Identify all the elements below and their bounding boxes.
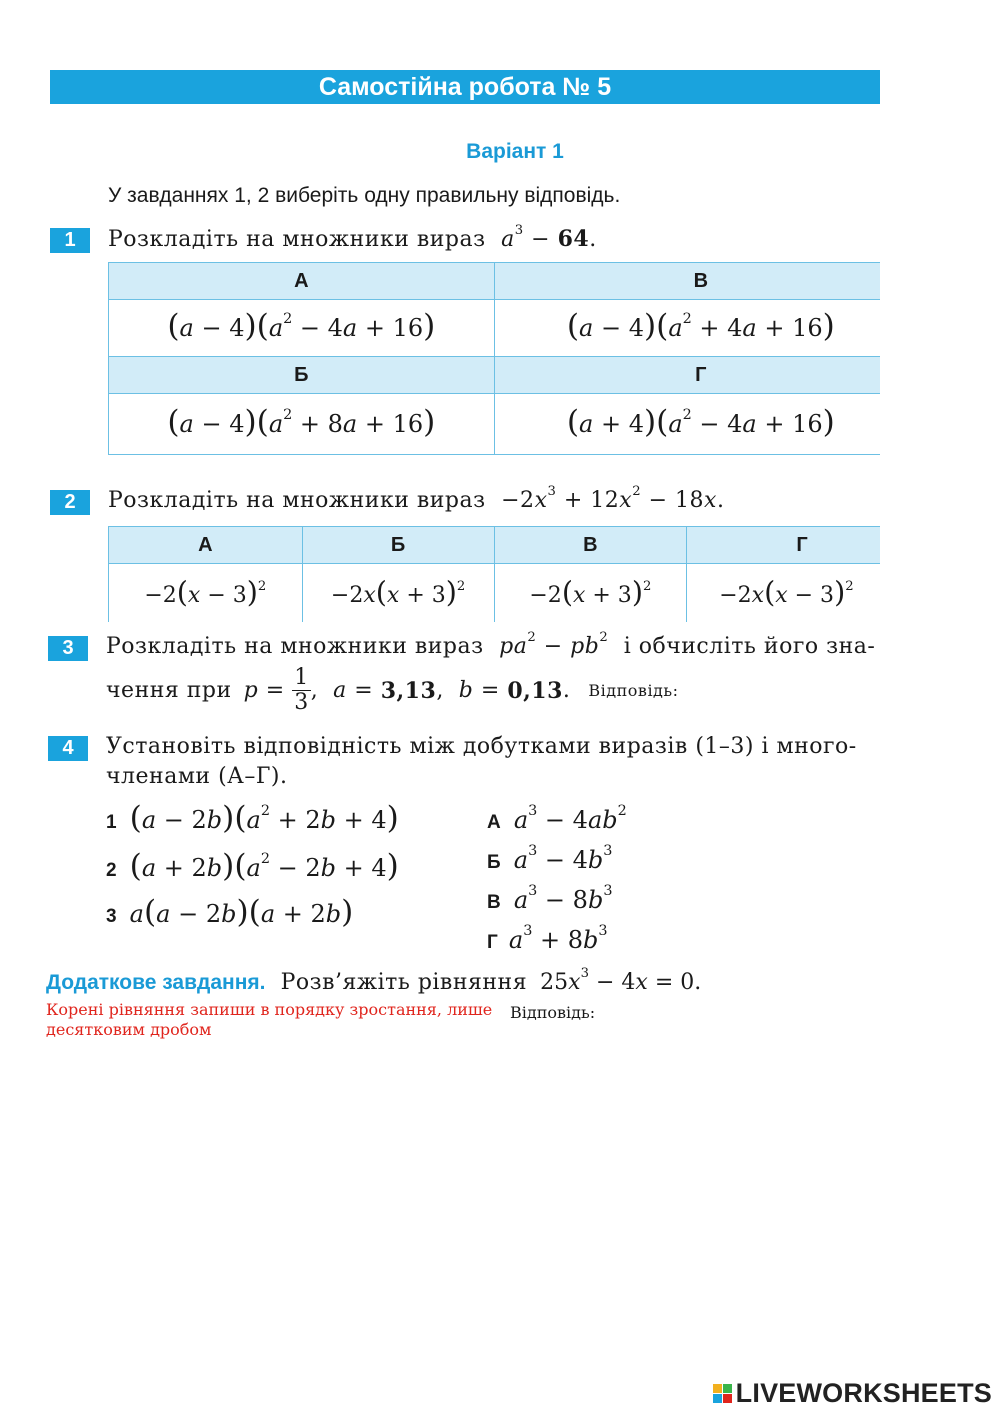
extra-note-line-2: десятковим дробом xyxy=(46,1020,212,1039)
variant-title: Варіант 1 xyxy=(466,140,564,163)
task-2-number: 2 xyxy=(50,490,90,515)
task-2-table xyxy=(108,526,880,622)
task-4-left-expr-3: a(a − 2b)(a + 2b) xyxy=(129,894,354,930)
task-4-right-item-v[interactable] xyxy=(487,883,613,914)
task-2-option-a-letter: А xyxy=(109,527,303,564)
task-1-option-b-expr: $(a - 4)(a^2 + 8a + 16)$ xyxy=(167,404,436,440)
task-4-left-num-3: 3 xyxy=(106,906,117,927)
task-1-option-g[interactable] xyxy=(494,394,880,455)
task-1-option-a[interactable] xyxy=(109,300,495,357)
logo-text: LIVEWORKSHEETS xyxy=(735,1378,992,1408)
task-4-number: 4 xyxy=(48,736,88,761)
task-1-option-b-letter: Б xyxy=(109,357,495,394)
liveworksheets-logo xyxy=(713,1378,992,1409)
extra-task-text: Розв’яжіть рівняння xyxy=(280,970,528,995)
task-4-left-num-2: 2 xyxy=(106,860,117,881)
task-3-values: p = $\frac{1}{3}$ , a = 3,13 , b = 0,13 . xyxy=(243,665,571,715)
task-4-left-expr-2: $(a + 2b)(a^2 - 2b + 4)$ xyxy=(129,848,399,884)
task-3-line-2 xyxy=(106,666,679,715)
task-2-option-g-expr: $-2x(x - 3)^2$ xyxy=(719,574,854,609)
task-4-right-expr-v: $a^3 - 8b^3$ xyxy=(513,883,613,914)
intro-text: У завданнях 1, 2 виберіть одну правильну відповідь. xyxy=(108,184,621,207)
task-3-number: 3 xyxy=(48,636,88,661)
task-1-option-v-letter: В xyxy=(494,263,880,300)
task-4-line-2: членами (А–Г). xyxy=(106,764,288,789)
task-4-right-expr-b: $a^3 - 4b^3$ xyxy=(513,843,613,874)
task-1-option-a-letter: А xyxy=(109,263,495,300)
task-4-right-item-g[interactable] xyxy=(487,923,608,954)
task-1-option-v-expr: $(a - 4)(a^2 + 4a + 16)$ xyxy=(566,308,835,344)
task-1-option-g-expr: $(a + 4)(a^2 - 4a + 16)$ xyxy=(566,404,835,440)
task-2-option-a-expr: $-2(x - 3)^2$ xyxy=(144,574,267,609)
task-4-left-num-1: 1 xyxy=(106,812,117,833)
task-4-right-expr-a: $a^3 - 4ab^2$ xyxy=(513,803,627,834)
task-3-expression: $pa^2 - pb^2$ xyxy=(499,630,609,659)
task-2-option-b-letter: Б xyxy=(302,527,494,564)
task-2-option-b-expr: $-2x(x + 3)^2$ xyxy=(330,574,466,609)
extra-answer-input[interactable] xyxy=(600,998,870,1026)
task-3-answer-input[interactable] xyxy=(650,680,870,706)
task-4-right-letter-v: В xyxy=(487,892,501,913)
task-1-text-label: Розкладіть на множники вираз xyxy=(108,227,486,252)
extra-task-equation: $25x^3 - 4x = 0$. xyxy=(540,966,702,995)
task-3-text-a: Розкладіть на множники вираз xyxy=(106,634,484,659)
task-4-left-item-3[interactable] xyxy=(106,894,354,930)
task-2-option-g-letter: Г xyxy=(687,527,880,564)
task-4-right-item-a[interactable] xyxy=(487,803,627,834)
task-2-option-a[interactable] xyxy=(109,564,303,623)
logo-icon xyxy=(713,1384,732,1403)
task-2-option-g[interactable] xyxy=(687,564,880,623)
task-2-text-label: Розкладіть на множники вираз xyxy=(108,488,486,513)
task-1-option-a-expr: $(a - 4)(a^2 - 4a + 16)$ xyxy=(167,308,436,344)
task-3-line-1 xyxy=(106,630,876,659)
extra-task xyxy=(46,966,702,995)
extra-note-line-1: Корені рівняння запиши в порядку зростання, лише xyxy=(46,1000,493,1019)
task-3-text-b: і обчисліть його зна- xyxy=(623,634,876,659)
task-1-text xyxy=(108,223,597,252)
task-2-option-v-letter: В xyxy=(494,527,687,564)
page-title: Самостійна робота № 5 xyxy=(50,70,880,104)
task-2-option-v-expr: $-2(x + 3)^2$ xyxy=(529,574,652,609)
task-1-option-b[interactable] xyxy=(109,394,495,455)
task-4-right-letter-b: Б xyxy=(487,852,501,873)
task-2-option-v[interactable] xyxy=(494,564,687,623)
task-1-expression: $a^3 - 64$. xyxy=(501,223,597,252)
task-4-right-letter-g: Г xyxy=(487,932,498,953)
extra-task-title: Додаткове завдання. xyxy=(46,971,266,994)
task-2-option-b[interactable] xyxy=(302,564,494,623)
task-1-option-v[interactable] xyxy=(494,300,880,357)
task-3-fraction: $\frac{1}{3}$ xyxy=(294,665,309,715)
task-2-expression: $-2x^3 + 12x^2 - 18x$. xyxy=(501,484,725,513)
task-4-line-1: Установіть відповідність між добутками виразів (1–3) і много- xyxy=(106,734,857,759)
task-4-left-item-1[interactable] xyxy=(106,800,399,836)
task-4-right-letter-a: А xyxy=(487,812,501,833)
extra-answer-label: Відповідь: xyxy=(510,1003,596,1022)
task-3-text-c: чення при xyxy=(106,678,232,703)
task-4-right-expr-g: $a^3 + 8b^3$ xyxy=(508,923,608,954)
task-2-text xyxy=(108,484,725,513)
task-4-right-item-b[interactable] xyxy=(487,843,613,874)
task-1-number: 1 xyxy=(50,228,90,253)
task-4-left-expr-1: $(a - 2b)(a^2 + 2b + 4)$ xyxy=(129,800,399,836)
task-1-option-g-letter: Г xyxy=(494,357,880,394)
task-3-answer-label: Відповідь: xyxy=(588,681,679,700)
task-4-left-item-2[interactable] xyxy=(106,848,399,884)
task-1-table xyxy=(108,262,880,458)
